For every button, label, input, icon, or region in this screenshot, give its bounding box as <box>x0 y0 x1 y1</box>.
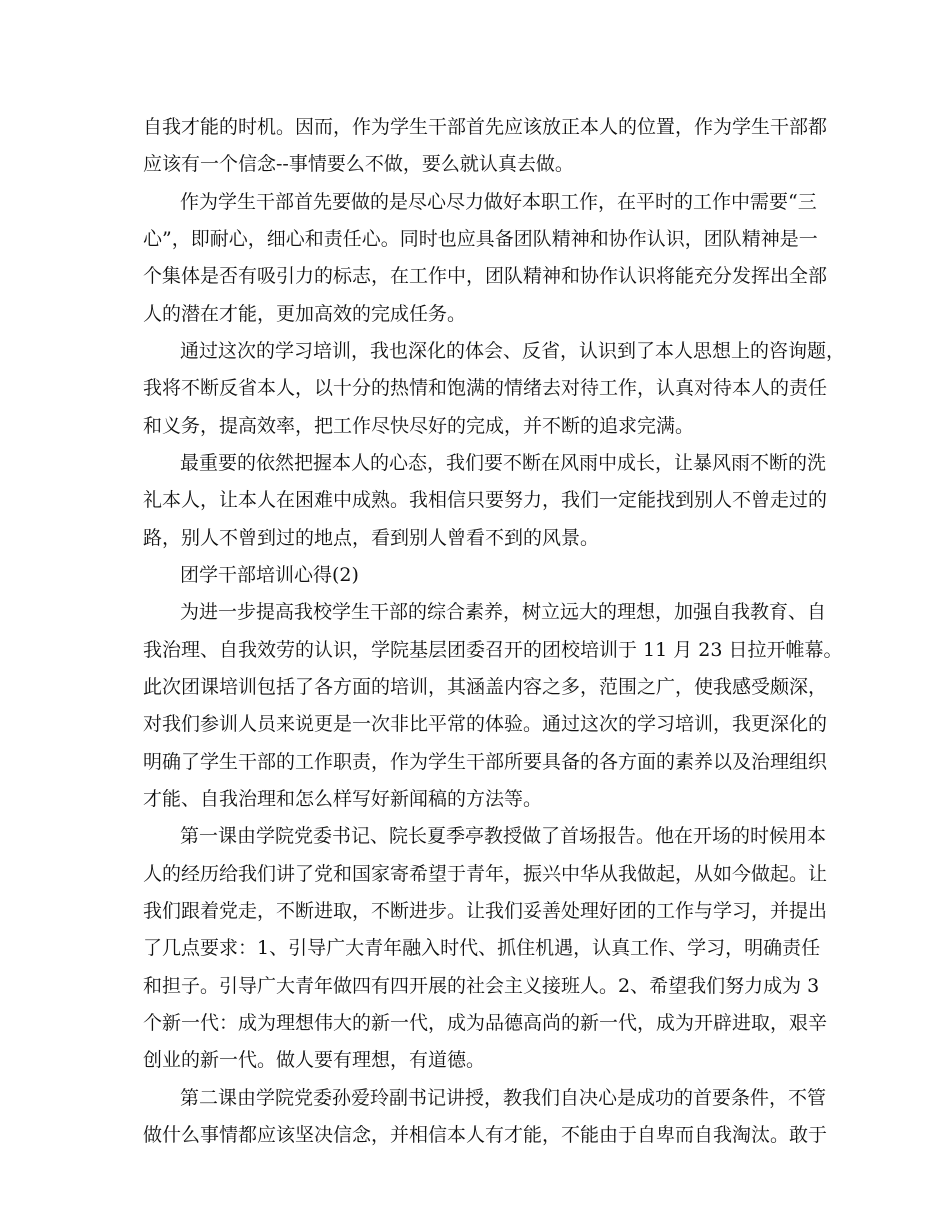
text-line: 最重要的依然把握本人的心态，我们要不断在风雨中成长，让暴风雨不断的洗 <box>180 452 827 474</box>
text-line: 做什么事情都应该坚决信念，并相信本人有才能，不能由于自卑而自我淘汰。敢于 <box>143 1124 828 1146</box>
text-line: 礼本人，让本人在困难中成熟。我相信只要努力，我们一定能找到别人不曾走过的 <box>143 489 828 511</box>
text-line: 创业的新一代。做人要有理想，有道德。 <box>143 1049 486 1071</box>
text-line: 心”，即耐心，细心和责任心。同时也应具备团队精神和协作认识，团队精神是一 <box>143 228 818 250</box>
text-line: 对我们参训人员来说更是一次非比平常的体验。通过这次的学习培训，我更深化的 <box>143 713 828 735</box>
text-line: 通过这次的学习培训，我也深化的体会、反省，认识到了本人思想上的咨询题， <box>180 340 846 362</box>
text-line: 个新一代：成为理想伟大的新一代，成为品德高尚的新一代，成为开辟进取，艰辛 <box>143 1012 828 1034</box>
text-line: 人的潜在才能，更加高效的完成任务。 <box>143 303 467 325</box>
text-line: 作为学生干部首先要做的是尽心尽力做好本职工作，在平时的工作中需要“三 <box>180 191 817 213</box>
text-line: 应该有一个信念--事情要么不做，要么就认真去做。 <box>143 153 574 175</box>
text-line: 我治理、自我效劳的认识，学院基层团委召开的团校培训于 11 月 23 日拉开帷幕。 <box>143 639 843 661</box>
text-line: 了几点要求：1、引导广大青年融入时代、抓住机遇，认真工作、学习，明确责任 <box>143 937 821 959</box>
text-line: 明确了学生干部的工作职责，作为学生干部所要具备的各方面的素养以及治理组织 <box>143 751 828 773</box>
text-line: 此次团课培训包括了各方面的培训，其涵盖内容之多，范围之广，使我感受颇深， <box>143 676 828 698</box>
text-line: 个集体是否有吸引力的标志，在工作中，团队精神和协作认识将能充分发挥出全部 <box>143 265 828 287</box>
text-line: 人的经历给我们讲了党和国家寄希望于青年，振兴中华从我做起，从如今做起。让 <box>143 863 828 885</box>
text-line: 和担子。引导广大青年做四有四开展的社会主义接班人。2、希望我们努力成为 3 <box>143 975 820 997</box>
text-line: 为进一步提高我校学生干部的综合素养，树立远大的理想，加强自我教育、自 <box>180 601 827 623</box>
text-line: 我将不断反省本人，以十分的热情和饱满的情绪去对待工作，认真对待本人的责任 <box>143 377 828 399</box>
text-line: 才能、自我治理和怎么样写好新闻稿的方法等。 <box>143 788 543 810</box>
text-line: 路，别人不曾到过的地点，看到别人曾看不到的风景。 <box>143 527 600 549</box>
text-line: 第一课由学院党委书记、院长夏季亭教授做了首场报告。他在开场的时候用本 <box>180 825 827 847</box>
text-line: 第二课由学院党委孙爱玲副书记讲授，教我们自决心是成功的首要条件，不管 <box>180 1087 827 1109</box>
text-line: 我们跟着党走，不断进取，不断进步。让我们妥善处理好团的工作与学习，并提出 <box>143 900 828 922</box>
section-heading: 团学干部培训心得(2) <box>180 564 359 586</box>
text-line: 自我才能的时机。因而，作为学生干部首先应该放正本人的位置，作为学生干部都 <box>143 116 828 138</box>
text-line: 和义务，提高效率，把工作尽快尽好的完成，并不断的追求完满。 <box>143 415 695 437</box>
